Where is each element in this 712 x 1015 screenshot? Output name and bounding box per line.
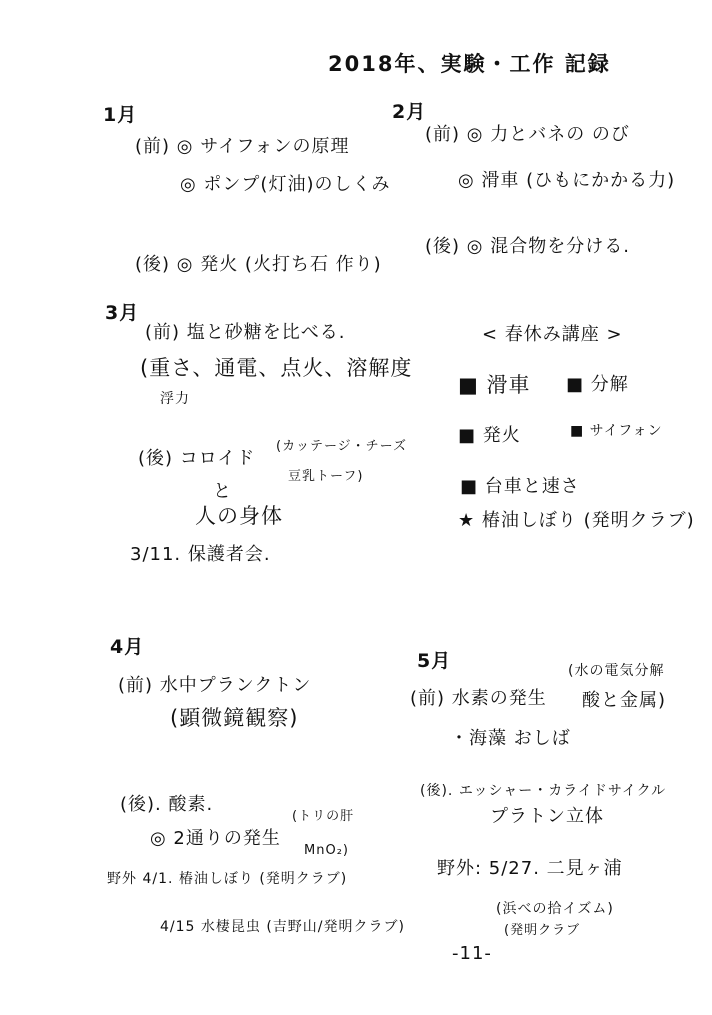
month-heading-may: 5月 bbox=[417, 650, 452, 672]
page-number: -11- bbox=[452, 943, 492, 964]
mar-zen-line-2: (重さ、通電、点火、溶解度 bbox=[140, 356, 413, 380]
month-heading-apr: 4月 bbox=[110, 636, 145, 658]
spring-heading: < 春休み講座 > bbox=[482, 324, 623, 345]
apr-yagai-line-1: 野外 4/1. 椿油しぼり (発明クラブ) bbox=[107, 871, 348, 887]
apr-zen-line-1: (前) 水中プランクトン bbox=[118, 675, 312, 696]
mar-go-label: (後) コロイド bbox=[138, 448, 256, 469]
apr-go-bracket-1: (トリの肝 bbox=[292, 809, 355, 824]
spring-item-4: ■ サイフォン bbox=[570, 423, 663, 439]
mar-zen-line-1: (前) 塩と砂糖を比べる. bbox=[145, 322, 346, 343]
mar-go-bracket-2: 豆乳トーフ) bbox=[288, 469, 364, 484]
apr-go-line-1: (後). 酸素. bbox=[120, 794, 214, 815]
month-heading-mar: 3月 bbox=[105, 302, 140, 324]
spring-item-6: ★ 椿油しぼり (発明クラブ) bbox=[458, 510, 695, 531]
jan-go-line-1: (後) ◎ 発火 (火打ち石 作り) bbox=[135, 254, 382, 275]
page-title: 2018年、実験・工作 記録 bbox=[328, 52, 611, 76]
spring-item-3: ■ 発火 bbox=[458, 425, 521, 446]
spring-item-5: ■ 台車と速さ bbox=[460, 476, 580, 497]
may-go-line-2: プラトン立体 bbox=[490, 806, 604, 827]
may-zen-label: (前) 水素の発生 bbox=[410, 688, 547, 709]
spring-item-1: ■ 滑車 bbox=[458, 373, 531, 397]
may-yagai: 野外: 5/27. 二見ヶ浦 bbox=[437, 858, 623, 879]
feb-go-line-1: (後) ◎ 混合物を分ける. bbox=[425, 236, 630, 257]
may-yagai-sub-1: (浜べの拾イズム) bbox=[496, 901, 614, 917]
apr-go-line-2: ◎ 2通りの発生 bbox=[150, 828, 281, 849]
may-zen-bracket-2: 酸と金属) bbox=[582, 690, 667, 711]
jan-zen-line-1: (前) ◎ サイフォンの原理 bbox=[135, 136, 350, 157]
month-heading-feb: 2月 bbox=[392, 101, 427, 123]
spring-item-2: ■ 分解 bbox=[566, 374, 629, 395]
jan-zen-line-2: ◎ ポンプ(灯油)のしくみ bbox=[180, 174, 391, 195]
may-go-line-1: (後). エッシャー・カライドサイクル bbox=[420, 783, 667, 799]
may-yagai-sub-2: (発明クラブ bbox=[504, 923, 581, 938]
mar-go-to: と bbox=[213, 481, 232, 502]
mar-go-bracket-1: (カッテージ・チーズ bbox=[276, 439, 408, 454]
mar-go-body: 人の身体 bbox=[195, 504, 283, 528]
mar-meeting: 3/11. 保護者会. bbox=[130, 544, 271, 565]
apr-go-bracket-2: MnO₂) bbox=[304, 843, 349, 858]
may-zen-bracket-1: (水の電気分解 bbox=[568, 663, 665, 679]
apr-yagai-line-2: 4/15 水棲昆虫 (吉野山/発明クラブ) bbox=[160, 919, 405, 935]
apr-zen-line-2: (顕微鏡観察) bbox=[170, 706, 299, 730]
may-zen-line-2: ・海藻 おしば bbox=[450, 728, 571, 749]
feb-zen-line-2: ◎ 滑車 (ひもにかかる力) bbox=[458, 170, 676, 191]
mar-zen-line-3: 浮力 bbox=[160, 391, 190, 407]
month-heading-jan: 1月 bbox=[103, 104, 138, 126]
feb-zen-line-1: (前) ◎ 力とバネの のび bbox=[425, 124, 630, 145]
